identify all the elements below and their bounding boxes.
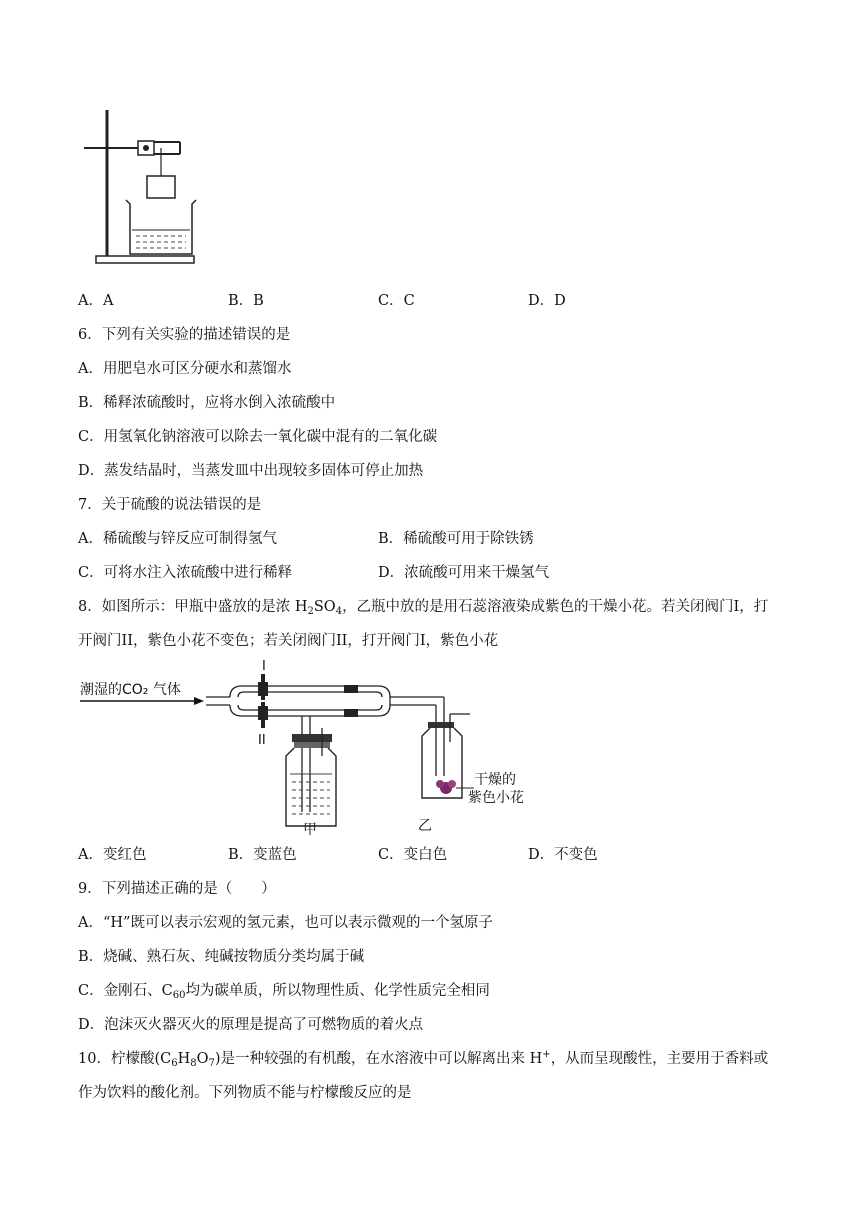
q8-option-a[interactable]: A．变红色 <box>78 847 147 863</box>
q8-stem-line1: 8．如图所示：甲瓶中盛放的是浓 $H_2SO_4$，乙瓶中放的是用石蕊溶液染成紫色的干燥小花。若关闭阀门I，打 <box>78 599 769 617</box>
q10-stem-line1: 10．柠檬酸$(C_6H_8O_7)$是一种较强的有机酸，在水溶液中可以解离出来 H+，从而呈现酸性，主要用于香料或 <box>78 1049 769 1069</box>
q6-option-b[interactable]: B．稀释浓硫酸时，应将水倒入浓硫酸中 <box>78 395 336 411</box>
bottle-yi-label: 乙 <box>418 818 432 834</box>
q8-option-c[interactable]: C．变白色 <box>378 847 448 863</box>
q7-option-d[interactable]: D．浓硫酸可用来干燥氢气 <box>378 565 550 581</box>
q9-stem: 9．下列描述正确的是（ ） <box>78 881 276 897</box>
flower-label-line1: 干燥的 <box>474 772 516 788</box>
q8-option-b[interactable]: B．变蓝色 <box>228 847 297 863</box>
iron-stand-figure <box>80 108 200 270</box>
q5-option-a[interactable]: A．A <box>78 293 114 309</box>
q6-stem: 6．下列有关实验的描述错误的是 <box>78 327 291 343</box>
q6-option-d[interactable]: D．蒸发结晶时，当蒸发皿中出现较多固体可停止加热 <box>78 463 424 479</box>
q9-option-a[interactable]: A．“H”既可以表示宏观的氢元素，也可以表示微观的一个氢原子 <box>78 915 493 931</box>
q8-option-d[interactable]: D．不变色 <box>528 847 598 863</box>
q7-option-a[interactable]: A．稀硫酸与锌反应可制得氢气 <box>78 531 277 547</box>
gas-label: 潮湿的CO₂ 气体 <box>80 682 181 698</box>
q10-stem-line2: 作为饮料的酸化剂。下列物质不能与柠檬酸反应的是 <box>78 1085 412 1101</box>
q8-stem-line2: 开阀门II，紫色小花不变色；若关闭阀门II，打开阀门I，紫色小花 <box>78 633 499 649</box>
q7-option-c[interactable]: C．可将水注入浓硫酸中进行稀释 <box>78 565 293 581</box>
bottle-jia-label: 甲 <box>303 822 317 836</box>
q6-option-a[interactable]: A．用肥皂水可区分硬水和蒸馏水 <box>78 361 292 377</box>
q5-option-b[interactable]: B．B <box>228 293 264 309</box>
q7-option-b[interactable]: B．稀硫酸可用于除铁锈 <box>378 531 534 547</box>
q9-option-b[interactable]: B．烧碱、熟石灰、纯碱按物质分类均属于碱 <box>78 949 365 965</box>
co2-apparatus-diagram <box>78 656 558 836</box>
q9-option-c[interactable]: C．金刚石、$C_{60}$均为碳单质，所以物理性质、化学性质完全相同 <box>78 983 490 1001</box>
q6-option-c[interactable]: C．用氢氧化钠溶液可以除去一氧化碳中混有的二氧化碳 <box>78 429 438 445</box>
valve-2-label: II <box>258 733 266 748</box>
q5-option-d[interactable]: D．D <box>528 293 566 309</box>
q7-stem: 7．关于硫酸的说法错误的是 <box>78 497 262 513</box>
valve-1-label: I <box>262 659 266 674</box>
flower-label-line2: 紫色小花 <box>468 790 524 806</box>
q5-option-c[interactable]: C．C <box>378 293 415 309</box>
q9-option-d[interactable]: D．泡沫灭火器灭火的原理是提高了可燃物质的着火点 <box>78 1017 424 1033</box>
